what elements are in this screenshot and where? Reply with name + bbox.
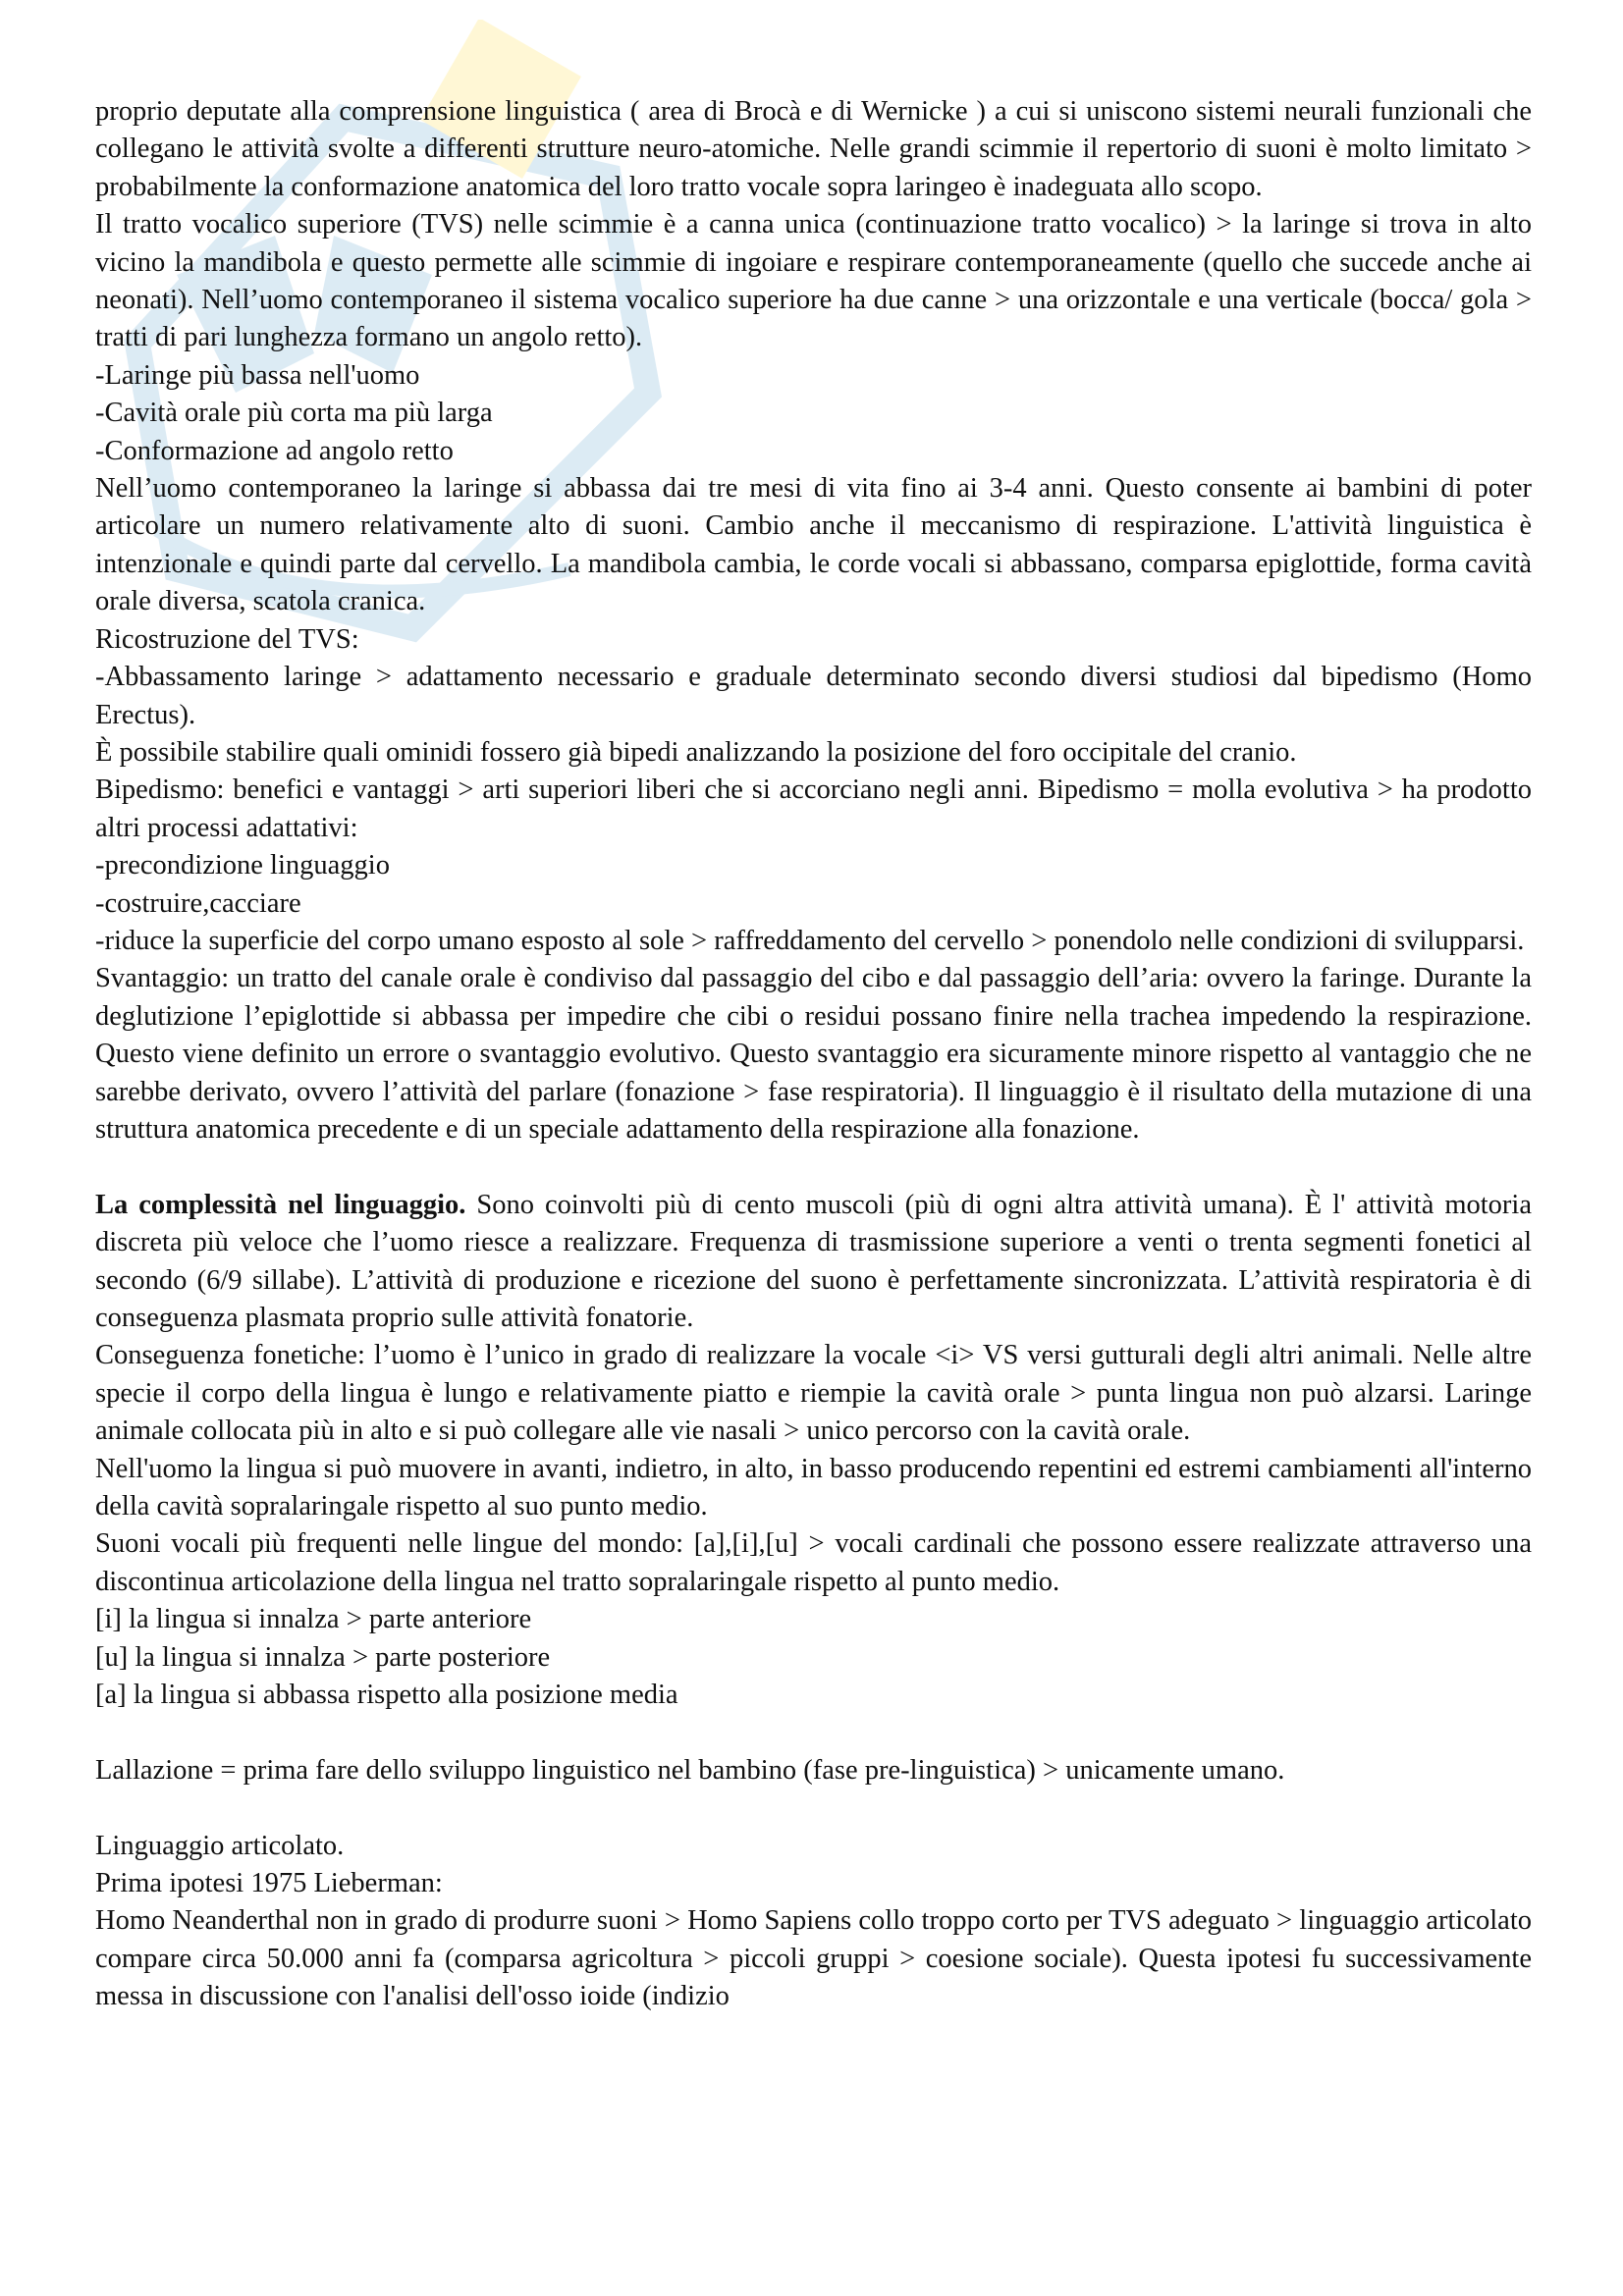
list-item-cavita-orale: -Cavità orale più corta ma più larga	[95, 398, 493, 429]
section-heading-complessita: La complessità nel linguaggio.	[95, 1189, 466, 1220]
spacer	[95, 1148, 1532, 1186]
paragraph-bipedismo: Bipedismo: benefici e vantaggi > arti superiori liberi che si accorciano negli anni. Bipedismo = molla evolutiva > ha prodotto altri processi adattativi:	[95, 774, 1532, 843]
paragraph-linguaggio-articolato: Linguaggio articolato.	[95, 1830, 345, 1861]
paragraph-lallazione: Lallazione = prima fare dello sviluppo linguistico nel bambino (fase pre-linguistica) > unicamente umano.	[95, 1754, 1285, 1786]
paragraph-tvs: Il tratto vocalico superiore (TVS) nelle scimmie è a canna unica (continuazione tratto vocalico) > la laringe si trova in alto vicino la mandibola e questo permette alle scimmie di ingoiare e respirare contemporaneamente (quello che succede anche ai neonati). Nell’uomo contemporaneo il sistema vocalico superiore ha due canne > una orizzontale e una verticale (bocca/ gola > tratti di pari lunghezza formano un angolo retto).	[95, 209, 1532, 353]
list-item-vocale-a: [a] la lingua si abbassa rispetto alla posizione media	[95, 1680, 678, 1711]
document-page	[95, 93, 1532, 2016]
paragraph-ominidi-bipedi: È possibile stabilire quali ominidi fossero già bipedi analizzando la posizione del foro occipitale del cranio.	[95, 736, 1297, 768]
list-item-vocale-u: [u] la lingua si innalza > parte posteriore	[95, 1641, 551, 1673]
list-item-costruire: -costruire,cacciare	[95, 887, 301, 919]
spacer	[95, 1789, 1532, 1827]
paragraph-lingua-movimento: Nell'uomo la lingua si può muovere in avanti, indietro, in alto, in basso producendo repentini ed estremi cambiamenti all'interno della cavità sopralaringale rispetto al suo punto medio.	[95, 1453, 1532, 1522]
list-item-vocale-i: [i] la lingua si innalza > parte anteriore	[95, 1604, 532, 1635]
paragraph-laringe-abbassa: Nell’uomo contemporaneo la laringe si abbassa dai tre mesi di vita fino ai 3-4 anni. Questo consente ai bambini di poter articolare un numero relativamente alto di suoni. Cambio anche il meccanismo di respirazione. L'attività linguistica è intenzionale e quindi parte dal cervello. La mandibola cambia, le corde vocali si abbassano, comparsa epiglottide, forma cavità orale diversa, scatola cranica.	[95, 473, 1532, 617]
paragraph-abbassamento-laringe: -Abbassamento laringe > adattamento necessario e graduale determinato secondo diversi studiosi dal bipedismo (Homo Erectus).	[95, 662, 1532, 730]
paragraph-complessita-body: Sono coinvolti più di cento muscoli (più di ogni altra attività umana). È l' attività motoria discreta più veloce che l’uomo riesce a realizzare. Frequenza di trasmissione superiore a venti o trenta segmenti fonetici al secondo (6/9 sillabe). L’attività di produzione e ricezione del suono è perfettamente sincronizzata. L’attività respiratoria è di conseguenza plasmata proprio sulle attività fonatorie.	[95, 1189, 1532, 1333]
paragraph-brain-areas: proprio deputate alla comprensione linguistica ( area di Brocà e di Wernicke ) a cui si uniscono sistemi neurali funzionali che collegano le attività svolte a differenti strutture neuro-atomiche. Nelle grandi scimmie il repertorio di suoni è molto limitato > probabilmente la conformazione anatomica del loro tratto vocale sopra laringeo è inadeguata allo scopo.	[95, 96, 1532, 202]
paragraph-homo-neanderthal: Homo Neanderthal non in grado di produrre suoni > Homo Sapiens collo troppo corto per TVS adeguato > linguaggio articolato compare circa 50.000 anni fa (comparsa agricoltura > piccoli gruppi > coesione sociale). Questa ipotesi fu successivamente messa in discussione con l'analisi dell'osso ioide (indizio	[95, 1905, 1532, 2012]
list-item-laringe: -Laringe più bassa nell'uomo	[95, 359, 420, 391]
paragraph-prima-ipotesi: Prima ipotesi 1975 Lieberman:	[95, 1868, 443, 1899]
spacer	[95, 1714, 1532, 1751]
paragraph-suoni-vocali: Suoni vocali più frequenti nelle lingue del mondo: [a],[i],[u] > vocali cardinali che possono essere realizzate attraverso una discontinua articolazione della lingua nel tratto sopralaringale rispetto al punto medio.	[95, 1528, 1532, 1597]
paragraph-complessita	[95, 1187, 1532, 1338]
list-item-precondizione: -precondizione linguaggio	[95, 850, 390, 881]
paragraph-conseguenza-fonetiche: Conseguenza fonetiche: l’uomo è l’unico in grado di realizzare la vocale <i> VS versi gutturali degli altri animali. Nelle altre specie il corpo della lingua è lungo e relativamente piatto e riempie la cavità orale > punta lingua non può alzarsi. Laringe animale collocata più in alto e si può collegare alle vie nasali > unico percorso con la cavità orale.	[95, 1340, 1532, 1447]
paragraph-superficie-corpo: -riduce la superficie del corpo umano esposto al sole > raffreddamento del cervello > ponendolo nelle condizioni di svilupparsi.	[95, 925, 1525, 956]
paragraph-svantaggio: Svantaggio: un tratto del canale orale è condiviso dal passaggio del cibo e dal passaggio dell’aria: ovvero la faringe. Durante la deglutizione l’epiglottide si abbassa per impedire che cibi o residui possano finire nella trachea impedendo la respirazione. Questo viene definito un errore o svantaggio evolutivo. Questo svantaggio era sicuramente minore rispetto al vantaggio che ne sarebbe derivato, ovvero l’attività del parlare (fonazione > fase respiratoria). Il linguaggio è il risultato della mutazione di una struttura anatomica precedente e di un speciale adattamento della respirazione alla fonazione.	[95, 963, 1532, 1145]
list-item-angolo-retto: -Conformazione ad angolo retto	[95, 435, 454, 466]
paragraph-ricostruzione-tvs: Ricostruzione del TVS:	[95, 623, 359, 655]
